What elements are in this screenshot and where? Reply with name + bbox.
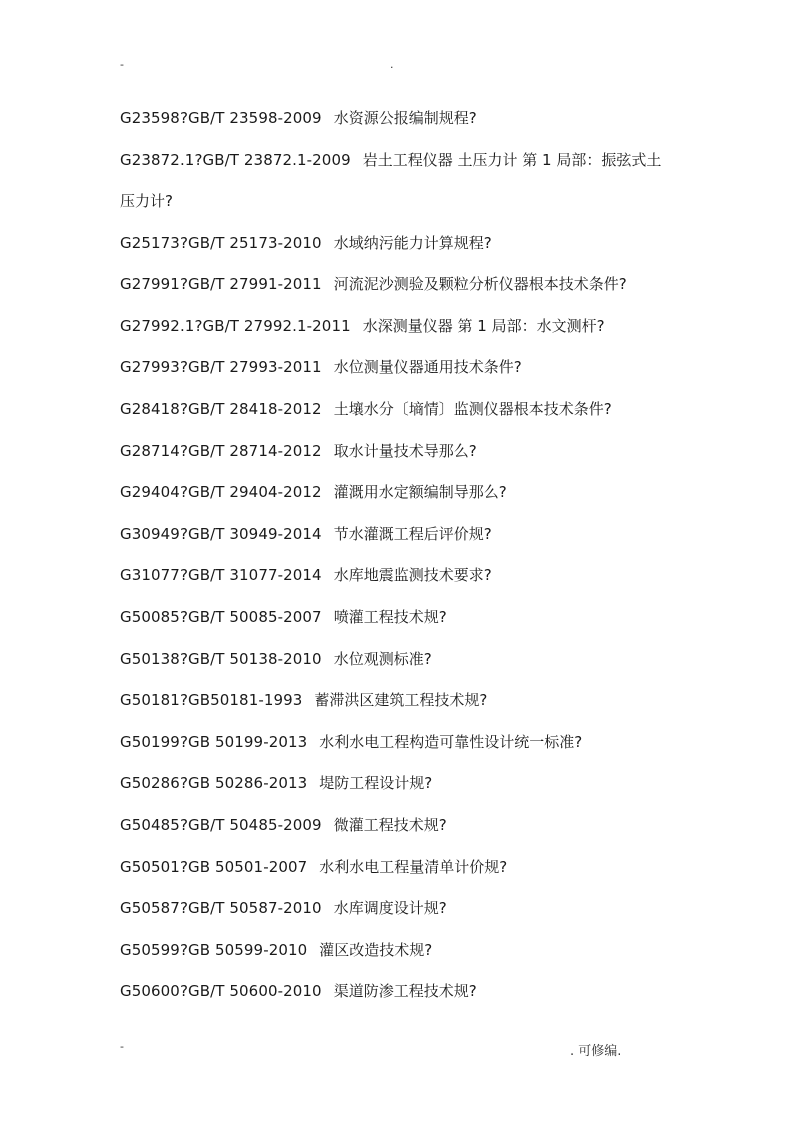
standard-code: G27993?GB/T 27993-2011 bbox=[120, 358, 322, 376]
standard-code: G29404?GB/T 29404-2012 bbox=[120, 483, 322, 501]
footer-left-mark: - bbox=[120, 1040, 124, 1053]
standard-code: G31077?GB/T 31077-2014 bbox=[120, 566, 322, 584]
header-right-mark: . bbox=[390, 58, 394, 71]
standard-code: G25173?GB/T 25173-2010 bbox=[120, 234, 322, 252]
standard-code: G23872.1?GB/T 23872.1-2009 bbox=[120, 151, 351, 169]
list-item bbox=[120, 525, 492, 543]
standard-title: 土壤水分〔墒情〕监测仪器根本技术条件? bbox=[333, 400, 612, 418]
standard-title: 压力计? bbox=[120, 192, 173, 210]
standard-title: 喷灌工程技术规? bbox=[333, 608, 447, 626]
standard-code: G50286?GB 50286-2013 bbox=[120, 774, 308, 792]
list-item-continuation bbox=[120, 192, 173, 210]
standard-code: G50085?GB/T 50085-2007 bbox=[120, 608, 322, 626]
list-item bbox=[120, 691, 487, 709]
standard-code: G50599?GB 50599-2010 bbox=[120, 941, 308, 959]
list-item bbox=[120, 400, 612, 418]
standard-code: G28714?GB/T 28714-2012 bbox=[120, 442, 322, 460]
standard-title: 河流泥沙测验及颗粒分析仪器根本技术条件? bbox=[333, 275, 627, 293]
standard-code: G50600?GB/T 50600-2010 bbox=[120, 982, 322, 1000]
standard-code: G23598?GB/T 23598-2009 bbox=[120, 109, 322, 127]
standard-title: 微灌工程技术规? bbox=[333, 816, 447, 834]
standard-title: 水利水电工程构造可靠性设计统一标准? bbox=[319, 733, 583, 751]
standard-title: 灌区改造技术规? bbox=[319, 941, 433, 959]
standard-title: 水位测量仪器通用技术条件? bbox=[333, 358, 522, 376]
standard-title: 渠道防渗工程技术规? bbox=[333, 982, 477, 1000]
list-item bbox=[120, 483, 507, 501]
list-item bbox=[120, 982, 477, 1000]
standard-title: 水利水电工程量清单计价规? bbox=[319, 858, 508, 876]
standard-code: G50199?GB 50199-2013 bbox=[120, 733, 308, 751]
list-item bbox=[120, 816, 447, 834]
standard-title: 水域纳污能力计算规程? bbox=[333, 234, 492, 252]
list-item bbox=[120, 774, 432, 792]
standard-title: 节水灌溉工程后评价规? bbox=[333, 525, 492, 543]
standard-title: 灌溉用水定额编制导那么? bbox=[333, 483, 507, 501]
list-item bbox=[120, 899, 447, 917]
standard-code: G50501?GB 50501-2007 bbox=[120, 858, 308, 876]
standard-title: 水深测量仪器 第 1 局部：水文测杆? bbox=[362, 317, 605, 335]
standard-title: 岩土工程仪器 土压力计 第 1 局部：振弦式土 bbox=[362, 151, 662, 169]
list-item bbox=[120, 358, 522, 376]
standard-title: 水资源公报编制规程? bbox=[333, 109, 477, 127]
standard-code: G30949?GB/T 30949-2014 bbox=[120, 525, 322, 543]
list-item bbox=[120, 858, 507, 876]
standard-code: G50485?GB/T 50485-2009 bbox=[120, 816, 322, 834]
list-item bbox=[120, 566, 492, 584]
standard-title: 水位观测标准? bbox=[333, 650, 432, 668]
standard-code: G27992.1?GB/T 27992.1-2011 bbox=[120, 317, 351, 335]
list-item bbox=[120, 317, 605, 335]
footer-right-text: . 可修编. bbox=[570, 1044, 622, 1059]
list-item bbox=[120, 941, 432, 959]
list-item bbox=[120, 650, 432, 668]
standard-code: G28418?GB/T 28418-2012 bbox=[120, 400, 322, 418]
standard-title: 水库调度设计规? bbox=[333, 899, 447, 917]
list-item bbox=[120, 733, 582, 751]
header-left-mark: - bbox=[120, 58, 124, 71]
list-item bbox=[120, 151, 661, 169]
standard-title: 取水计量技术导那么? bbox=[333, 442, 477, 460]
list-item bbox=[120, 275, 627, 293]
standard-title: 堤防工程设计规? bbox=[319, 774, 433, 792]
standard-title: 水库地震监测技术要求? bbox=[333, 566, 492, 584]
list-item bbox=[120, 234, 492, 252]
standard-title: 蓄滞洪区建筑工程技术规? bbox=[314, 691, 488, 709]
list-item bbox=[120, 608, 447, 626]
standard-code: G50587?GB/T 50587-2010 bbox=[120, 899, 322, 917]
standard-code: G27991?GB/T 27991-2011 bbox=[120, 275, 322, 293]
standard-code: G50138?GB/T 50138-2010 bbox=[120, 650, 322, 668]
standard-code: G50181?GB50181-1993 bbox=[120, 691, 303, 709]
list-item bbox=[120, 442, 477, 460]
list-item bbox=[120, 109, 477, 127]
